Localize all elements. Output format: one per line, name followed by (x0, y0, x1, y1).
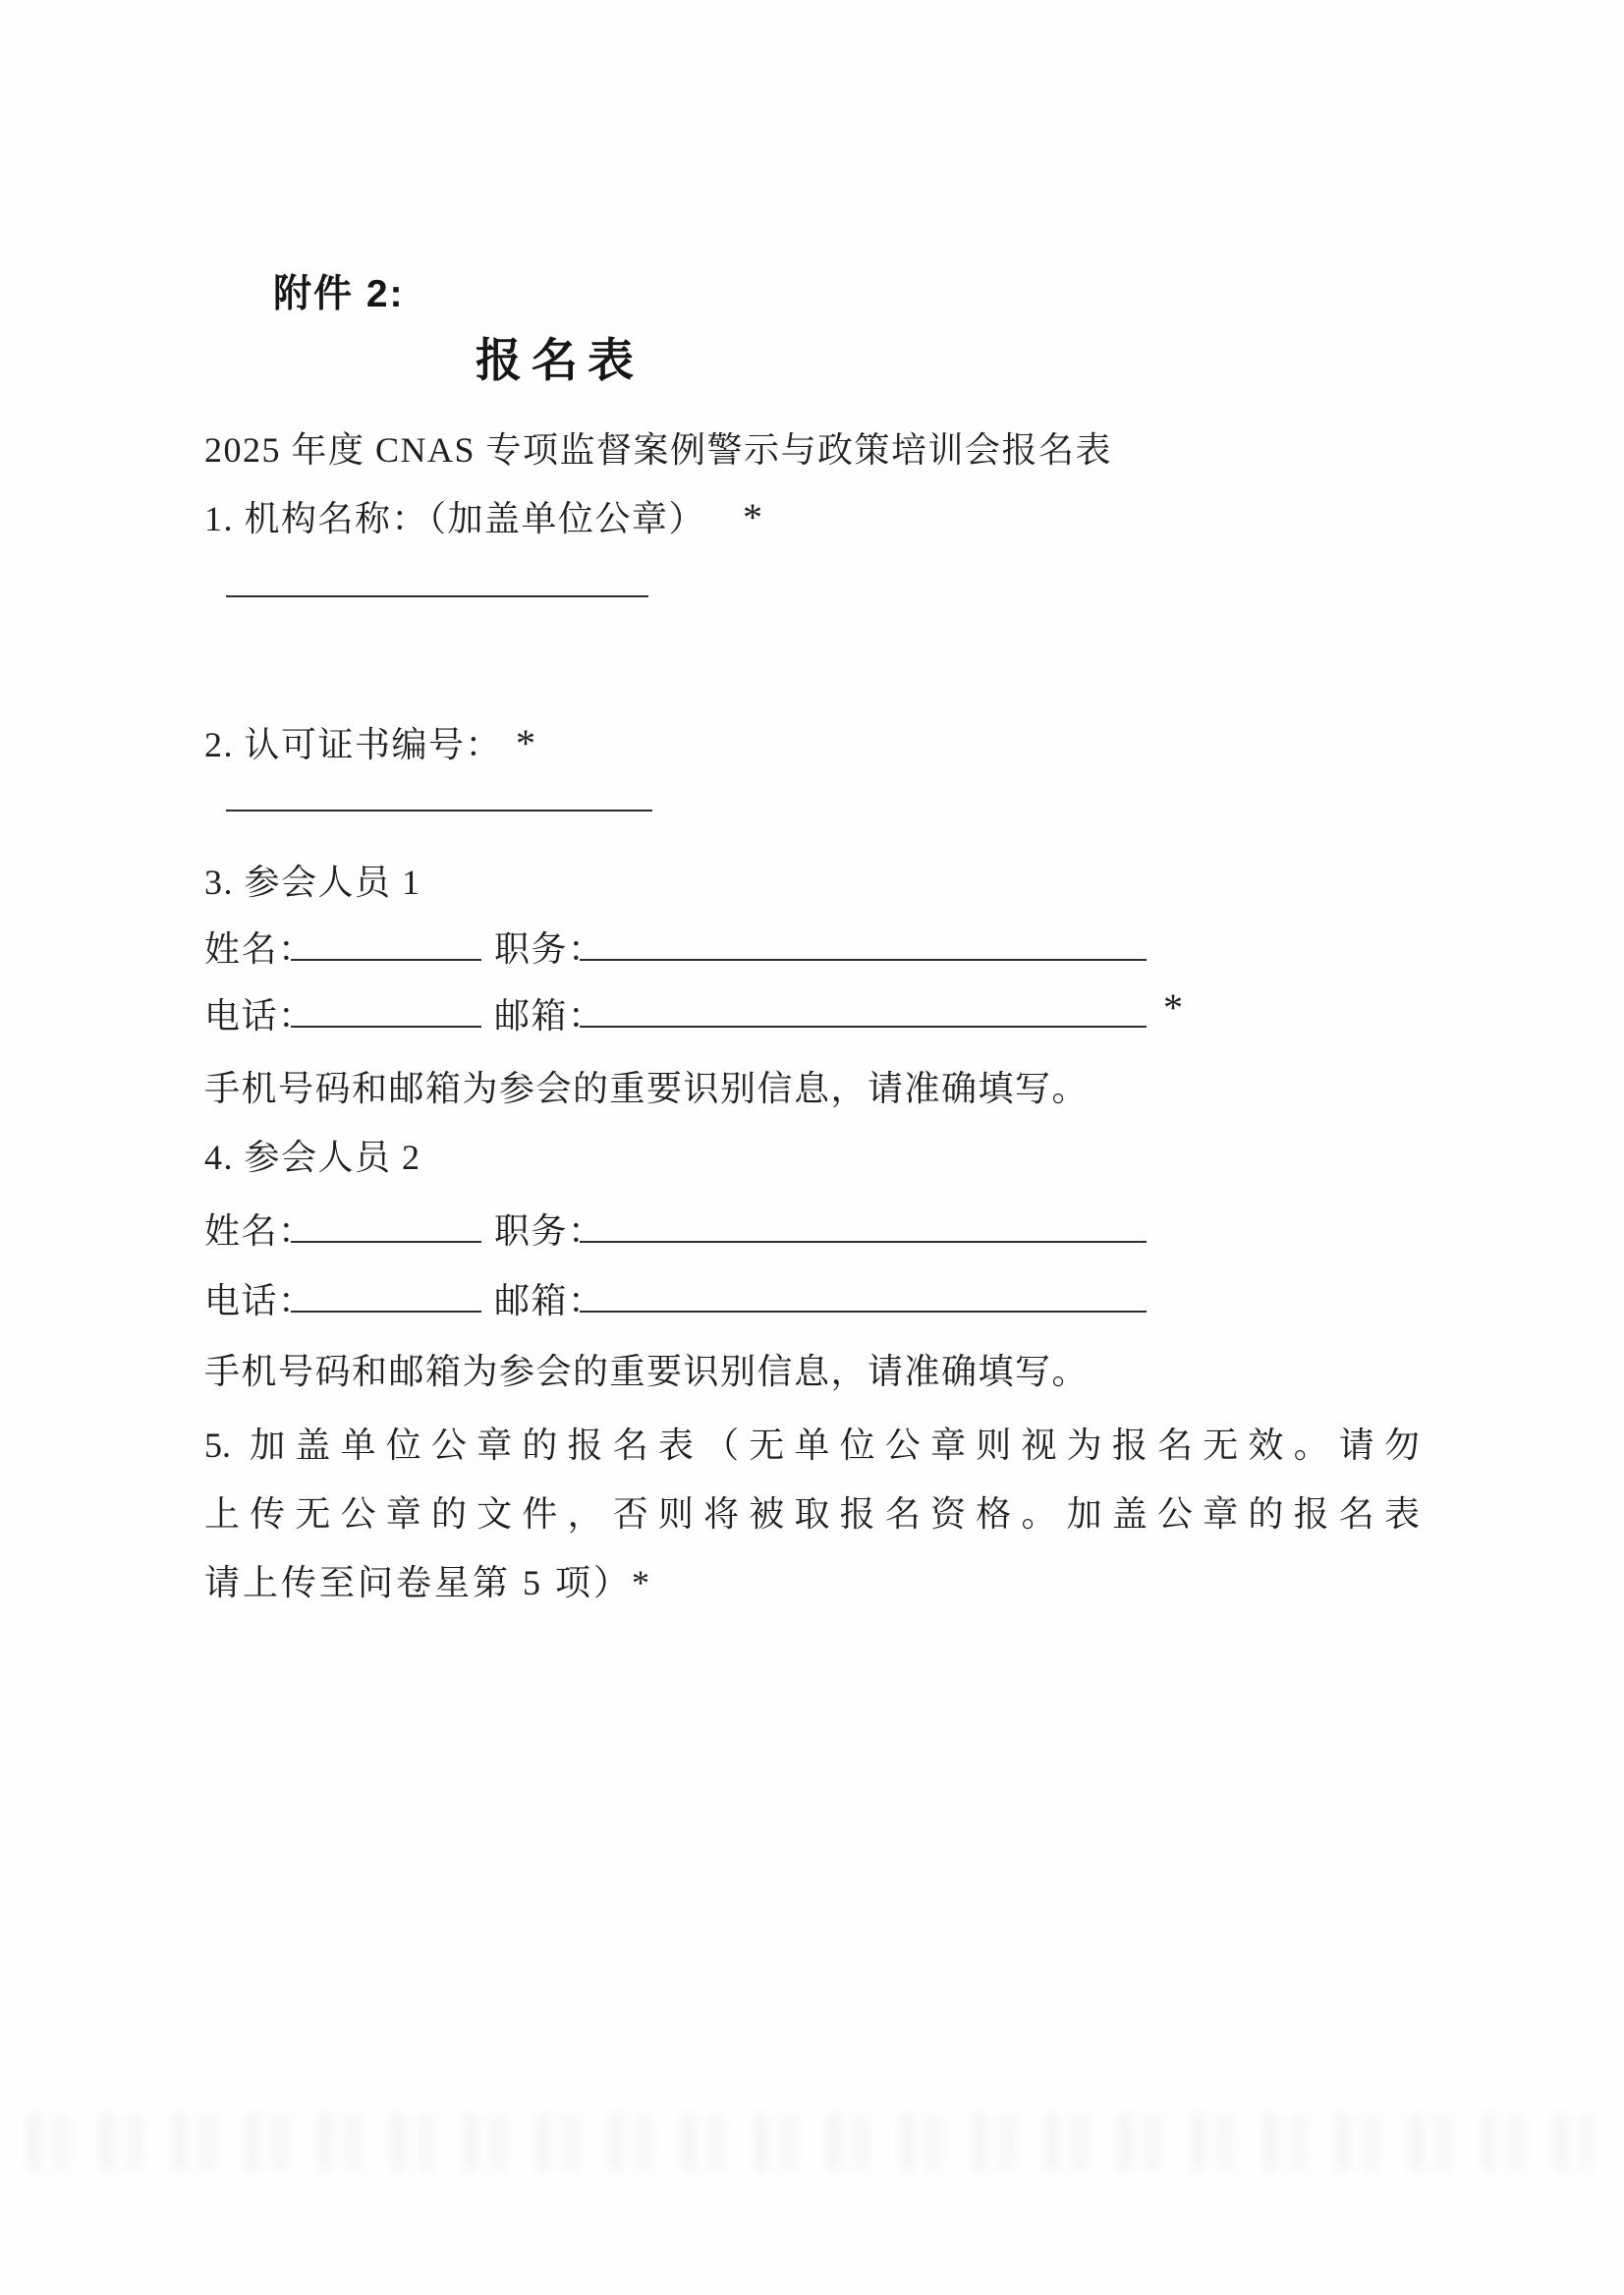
attendee1-name-label: 姓名： (204, 929, 315, 969)
org-name-blank-field[interactable] (226, 595, 648, 597)
attendee2-position-field[interactable] (580, 1203, 1147, 1243)
form-subtitle: 2025 年度 CNAS 专项监督案例警示与政策培训会报名表 (204, 430, 1113, 470)
attendee2-phone-field[interactable] (291, 1273, 481, 1313)
attendee2-phone-label: 电话： (204, 1281, 315, 1320)
attendee1-email-label: 邮箱： (494, 996, 605, 1036)
item1-row (204, 491, 764, 541)
attendee1-required-asterisk: * (1163, 985, 1183, 1030)
item2-required-asterisk: * (516, 721, 537, 765)
attendee2-position-label: 职务： (494, 1211, 605, 1251)
attendee1-position-field[interactable] (580, 922, 1147, 961)
attendee2-name-label: 姓名： (204, 1211, 315, 1251)
attendee2-heading: 4. 参会人员 2 (204, 1138, 421, 1177)
attendee1-note: 手机号码和邮箱为参会的重要识别信息，请准确填写。 (204, 1069, 1090, 1108)
attendee2-name-field[interactable] (291, 1203, 481, 1243)
attendee1-name-field[interactable] (291, 922, 481, 961)
item1-required-asterisk: * (743, 495, 764, 539)
attendee2-email-field[interactable] (580, 1273, 1147, 1313)
certificate-number-label: 2. 认可证书编号： (204, 725, 503, 764)
attendee1-email-field[interactable] (580, 988, 1147, 1028)
certificate-number-blank-field[interactable] (226, 810, 652, 812)
page-title: 报名表 (476, 334, 644, 386)
attendee1-phone-field[interactable] (291, 988, 481, 1028)
item5-line1: 5. 加盖单位公章的报名表（无单位公章则视为报名无效。请勿 (204, 1426, 1420, 1465)
attendee1-position-label: 职务： (494, 929, 605, 969)
item5-line3: 请上传至问卷星第 5 项）* (204, 1563, 653, 1602)
attendee1-heading: 3. 参会人员 1 (204, 863, 421, 902)
attachment-label: 附件 2: (273, 273, 405, 315)
item2-row (204, 717, 537, 767)
attendee2-note: 手机号码和邮箱为参会的重要识别信息，请准确填写。 (204, 1352, 1090, 1391)
attendee1-phone-label: 电话： (204, 996, 315, 1036)
org-name-label: 1. 机构名称：（加盖单位公章） (204, 499, 706, 538)
attendee2-email-label: 邮箱： (494, 1281, 605, 1320)
scan-bleed-through-artifact (28, 2114, 1595, 2171)
item5-line2: 上传无公章的文件，否则将被取报名资格。加盖公章的报名表 (204, 1494, 1420, 1534)
